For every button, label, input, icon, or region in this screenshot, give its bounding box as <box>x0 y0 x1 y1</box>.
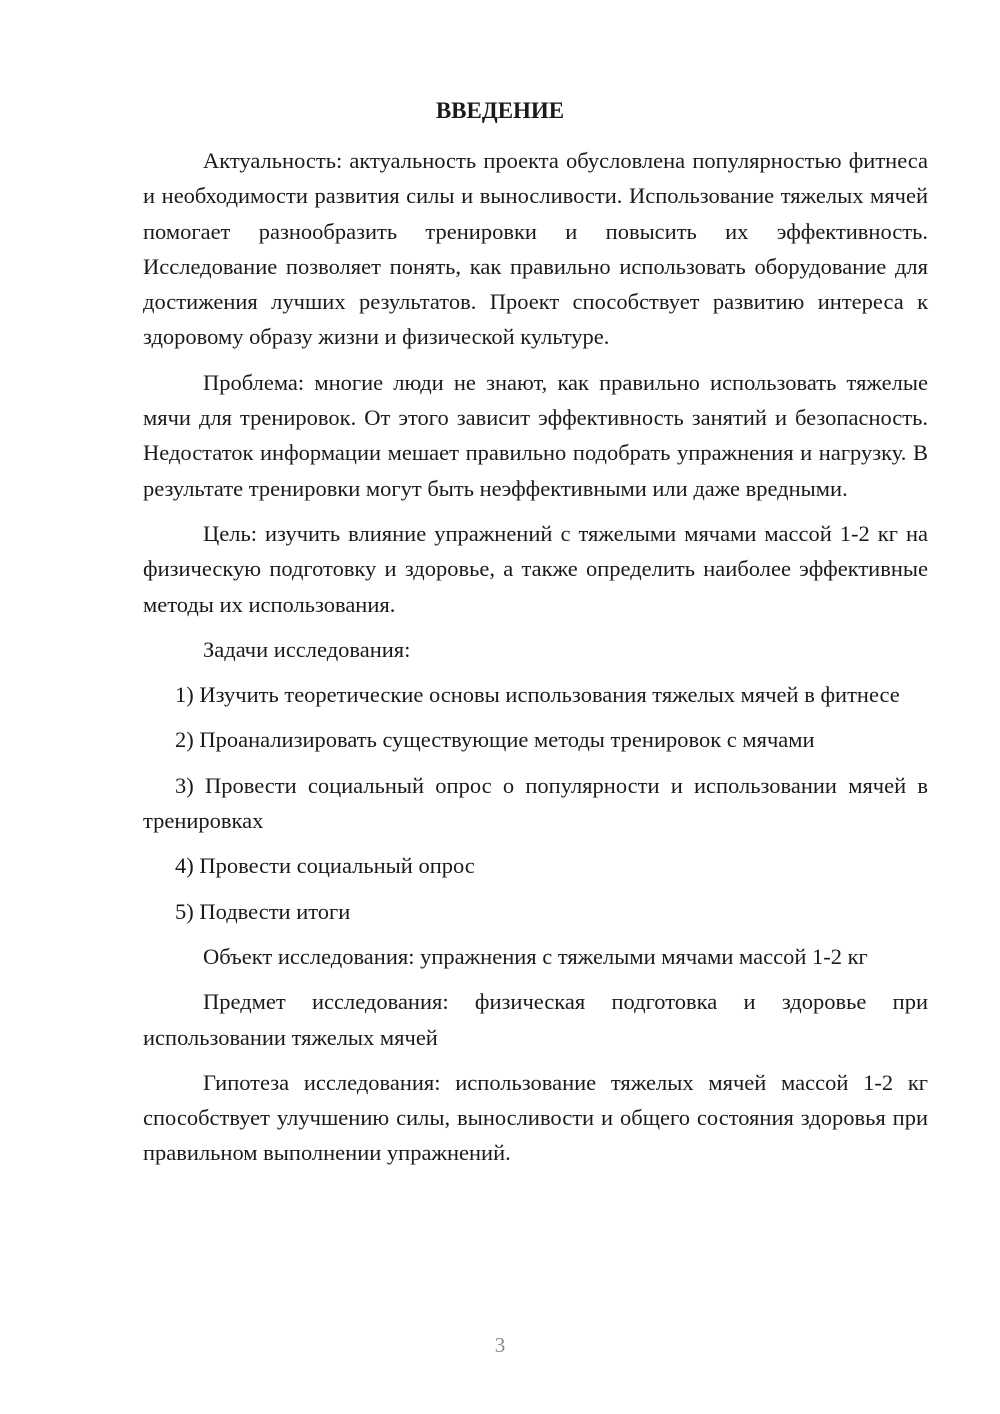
task-item-2: 2) Проанализировать существующие методы тренировок с мячами <box>175 727 815 753</box>
task-item-4: 4) Провести социальный опрос <box>175 853 475 879</box>
subject-paragraph: Предмет исследования: физическая подготовка и здоровье при использовании тяжелых мячей <box>143 989 928 1050</box>
tasks-heading: Задачи исследования: <box>203 636 411 662</box>
goal-paragraph: Цель: изучить влияние упражнений с тяжелыми мячами массой 1-2 кг на физическую подготовку и здоровье, а также определить наиболее эффективные методы их использования. <box>143 520 928 617</box>
problem-paragraph: Проблема: многие люди не знают, как правильно использовать тяжелые мячи для тренировок. От этого зависит эффективность занятий и безопасность. Недостаток информации мешает правильно подобрать упражнения и нагрузку. В результате тренировки могут быть неэффективными или даже вредными. <box>143 369 928 501</box>
hypothesis-paragraph: Гипотеза исследования: использование тяжелых мячей массой 1-2 кг способствует улучшению силы, выносливости и общего состояния здоровья при правильном выполнении упражнений. <box>143 1069 928 1166</box>
section-body <box>143 143 928 1181</box>
task-item-1: 1) Изучить теоретические основы использования тяжелых мячей в фитнесе <box>175 682 900 708</box>
relevance-paragraph: Актуальность: актуальность проекта обусловлена популярностью фитнеса и необходимости развития силы и выносливости. Использование тяжелых мячей помогает разнообразить тренировки и повысить их эффективность. Исследование позволяет понять, как правильно использовать оборудование для достижения лучших результатов. Проект способствует развитию интереса к здоровому образу жизни и физической культуре. <box>143 148 928 350</box>
object-paragraph: Объект исследования: упражнения с тяжелыми мячами массой 1-2 кг <box>203 943 868 969</box>
task-item-5: 5) Подвести итоги <box>175 898 351 924</box>
task-item-3: 3) Провести социальный опрос о популярности и использовании мячей в тренировках <box>143 772 928 834</box>
section-title: ВВЕДЕНИЕ <box>435 98 565 123</box>
page-number: 3 <box>494 1333 506 1357</box>
